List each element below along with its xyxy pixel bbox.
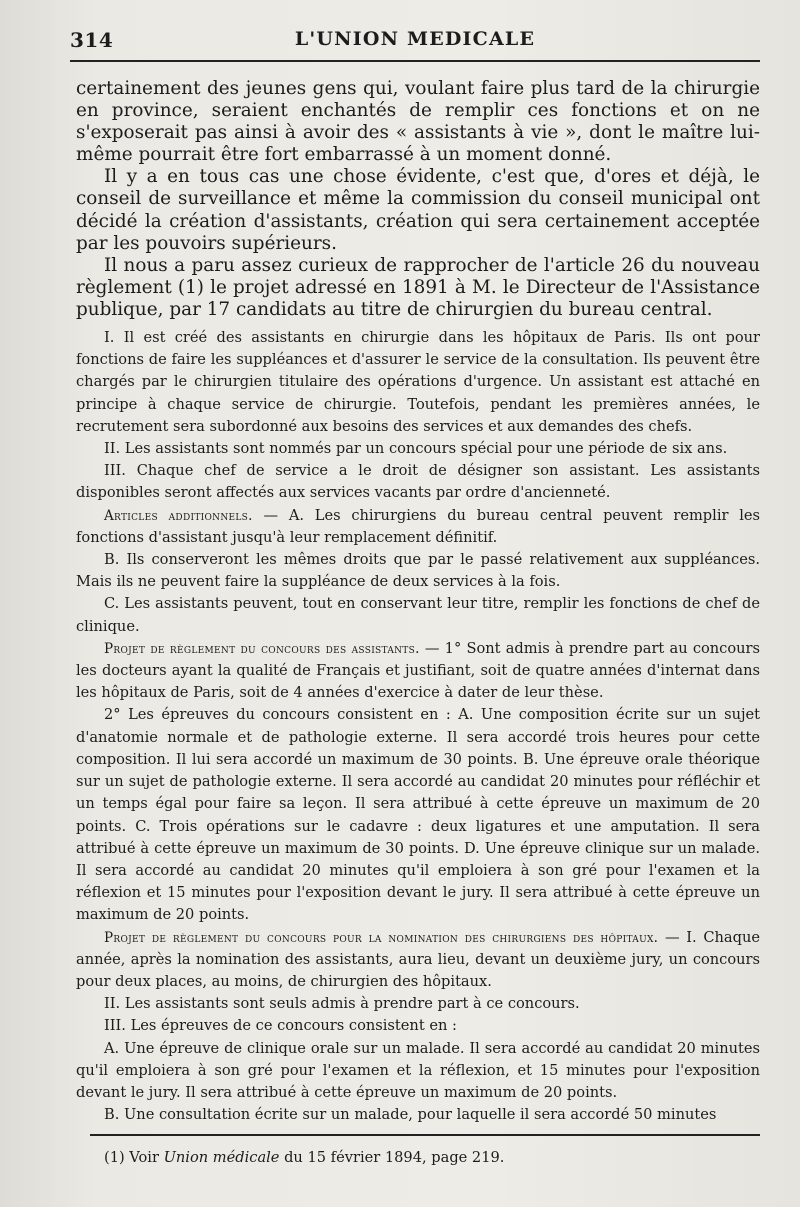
article-1: I. Il est créé des assistants en chirurgie dans les hôpitaux de Paris. Ils ont pour fonctions de faire les suppléances et d'assurer le service de la consultation. Ils peuvent être chargés par le chirurgien titulaire des opérations d'urgence. Un assistant est attaché en principe à chaque service de chirurgie. Toutefois, pendant les premières années, le recrutement sera subordonné aux besoins des services et aux demandes des chefs. <box>76 329 760 435</box>
footnote-rule <box>90 1134 760 1136</box>
section-label: Articles additionnels. <box>104 507 253 524</box>
additional-articles-b: B. Ils conserveront les mêmes droits que par le passé relativement aux suppléances. Mais ils ne peuvent faire la suppléance de deux services à la fois. <box>76 551 760 591</box>
article-2: II. Les assistants sont nommés par un concours spécial pour une période de six ans. <box>104 440 728 458</box>
surgeons-concours-rule-1 <box>76 927 760 994</box>
page-header <box>70 28 760 54</box>
paragraph-1: certainement des jeunes gens qui, voulant faire plus tard de la chirurgie en province, seraient enchantés de remplir ces fonctions et on ne s'exposerait pas ainsi à avoir des « assistants à vie », dont le maître lui-même pourrait être fort embarrassé à un moment donné. <box>76 78 760 166</box>
section-label: Projet de règlement du concours pour la nomination des chirurgiens des hôpitaux. <box>104 929 659 946</box>
surgeons-concours-rule-2: II. Les assistants sont seuls admis à prendre part à ce concours. <box>104 995 580 1013</box>
surgeons-concours-rule-a: A. Une épreuve de clinique orale sur un malade. Il sera accordé au candidat 20 minutes qu'il emploiera à son gré pour l'examen et la réflexion, et 15 minutes pour l'exposition devant le jury. Il sera attribué à cette épreuve un maximum de 20 points. <box>76 1039 760 1101</box>
footnote <box>104 1148 754 1168</box>
running-title: L'UNION MEDICALE <box>294 28 536 50</box>
section-label: Projet de règlement du concours des assistants. <box>104 640 420 657</box>
paragraph-2: Il y a en tous cas une chose évidente, c'est que, d'ores et déjà, le conseil de surveillance et même la commission du conseil municipal ont décidé la création d'assistants, création qui sera certainement acceptée par les pouvoirs supérieurs. <box>76 166 760 254</box>
article-3: III. Chaque chef de service a le droit de désigner son assistant. Les assistants disponibles seront affectés aux services vacants par ordre d'ancienneté. <box>76 462 760 502</box>
assistants-concours-rule-1 <box>76 638 760 705</box>
additional-articles-a <box>76 505 760 549</box>
paragraph-3: Il nous a paru assez curieux de rapprocher de l'article 26 du nouveau règlement (1) le projet adressé en 1891 à M. le Directeur de l'Assistance publique, par 17 candidats au titre de chirurgien du bureau central. <box>76 254 760 320</box>
footnote-journal: Union médicale <box>163 1149 280 1166</box>
body-text <box>76 78 760 1126</box>
assistants-concours-rule-2: 2° Les épreuves du concours consistent en : A. Une composition écrite sur un sujet d'anatomie normale et de pathologie externe. Il sera accordé trois heures pour cette composition. Il lui sera accordé un maximum de 30 points. B. Une épreuve orale théorique sur un sujet de pathologie externe. Il sera accordé au candidat 20 minutes pour réfléchir et un temps égal pour faire sa leçon. Il sera attribué à cette épreuve un maximum de 20 points. C. Trois opérations sur le cadavre : deux ligatures et une amputation. Il sera attribué à cette épreuve un maximum de 30 points. D. Une épreuve clinique sur un malade. Il sera accordé au candidat 20 minutes qu'il emploiera à son gré pour l'examen et la réflexion et 15 minutes pour l'exposition devant le jury. Il sera attribué à cette épreuve un maximum de 20 points. <box>76 706 760 924</box>
surgeons-concours-rule-b: B. Une consultation écrite sur un malade, pour laquelle il sera accordé 50 minutes <box>104 1106 717 1124</box>
section-text: — A. Les chirurgiens du bureau central peuvent remplir les fonctions d'assistant jusqu'à leur remplacement définitif. <box>76 506 761 546</box>
page-number: 314 <box>70 28 114 52</box>
footnote-prefix: (1) Voir <box>104 1149 164 1166</box>
additional-articles-c: C. Les assistants peuvent, tout en conservant leur titre, remplir les fonctions de chef de clinique. <box>76 595 760 635</box>
section-text: — 1° Sont admis à prendre part au concours les docteurs ayant la qualité de Français et justifiant, soit de quatre années d'internat dans les hôpitaux de Paris, soit de 4 années d'exercice à dater de leur thèse. <box>76 639 760 702</box>
section-text: — I. Chaque année, après la nomination des assistants, aura lieu, devant un deuxième jury, un concours pour deux places, au moins, de chirurgien des hôpitaux. <box>76 928 760 990</box>
surgeons-concours-rule-3: III. Les épreuves de ce concours consistent en : <box>104 1017 457 1035</box>
footnote-suffix: du 15 février 1894, page 219. <box>279 1149 505 1166</box>
header-rule <box>70 60 760 62</box>
